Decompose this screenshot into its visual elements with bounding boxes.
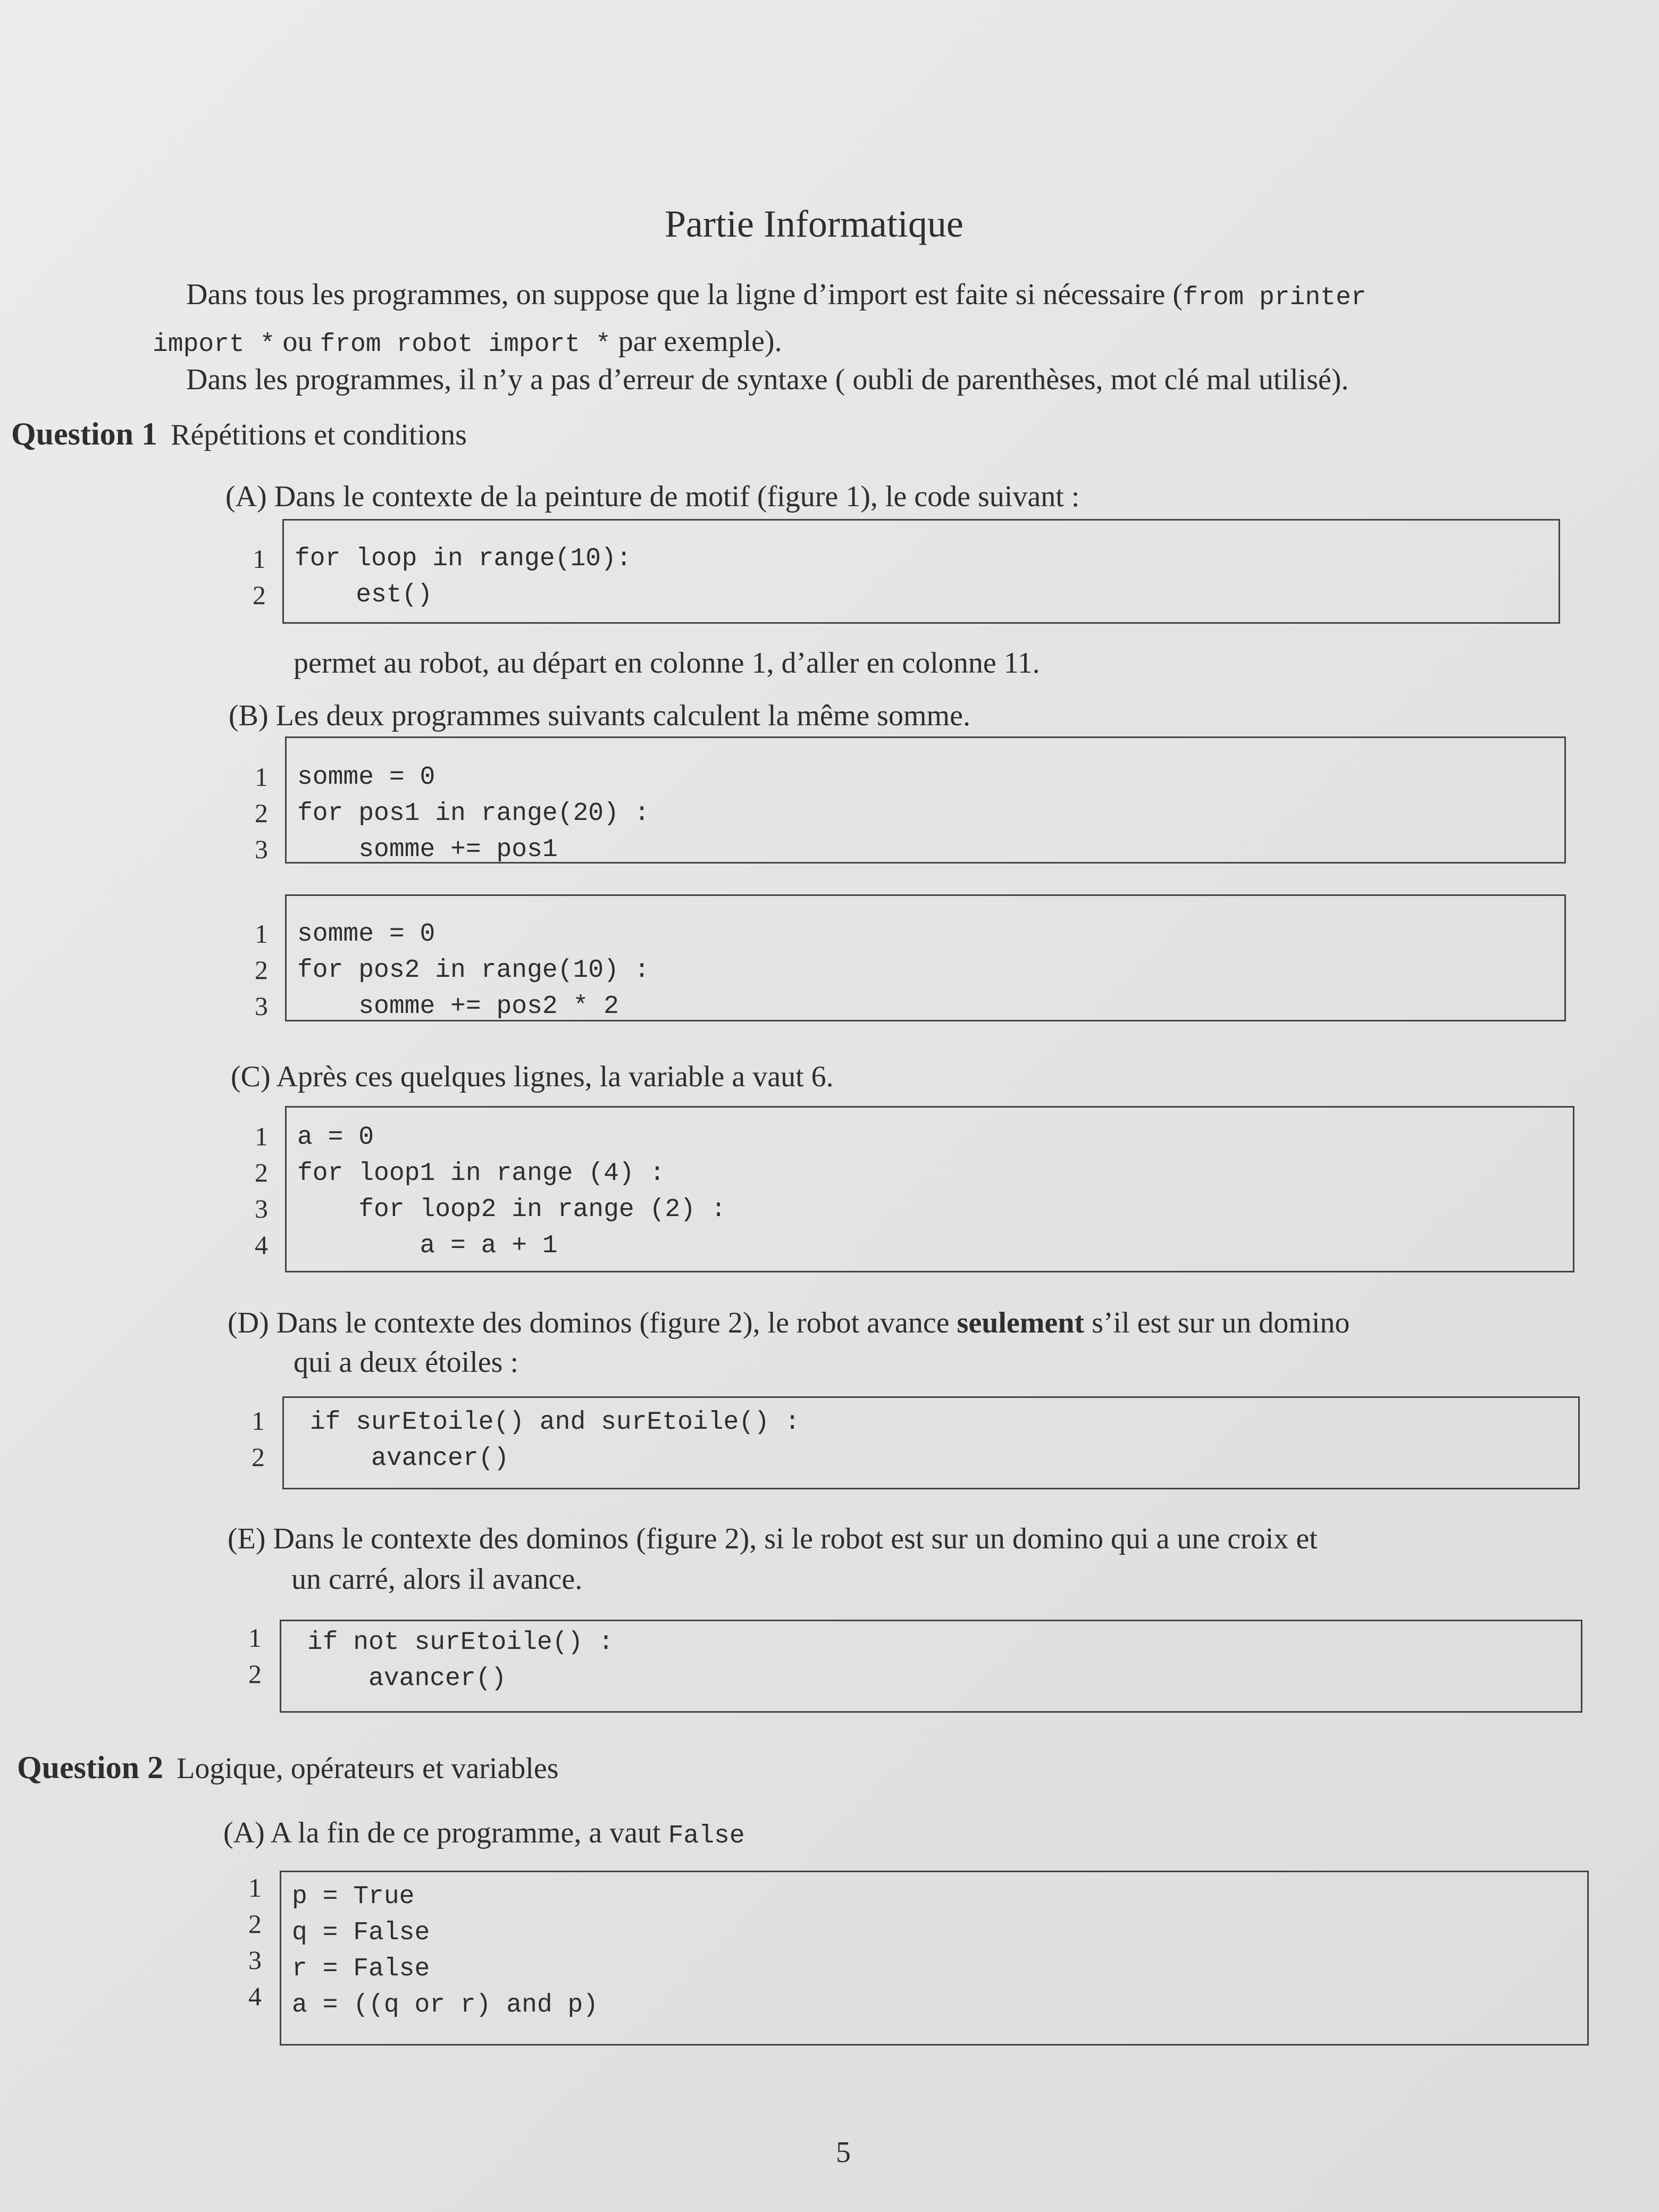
line-numbers: 1 2 (253, 544, 266, 610)
item-1c (231, 1060, 834, 1094)
item-text-bold: seulement (957, 1306, 1085, 1339)
item-letter: (C) (231, 1060, 271, 1093)
code-line: avancer() (292, 1664, 507, 1693)
intro-line-1 (186, 278, 1367, 312)
code-line: a = 0 (297, 1123, 374, 1152)
code-line: somme = 0 (297, 763, 435, 792)
code-block-1b-1 (285, 736, 1566, 864)
intro-paragraph-2: Dans les programmes, il n’y a pas d’erreur de syntaxe ( oubli de parenthèses, mot clé mal utilisé). (186, 363, 1349, 396)
code-line: avancer() (295, 1444, 509, 1473)
code-line: for pos2 in range(10) : (297, 956, 650, 985)
intro-code: import * (153, 330, 275, 359)
code-line: p = True (292, 1882, 415, 1911)
item-text: s’il est sur un domino (1084, 1306, 1350, 1339)
intro-text: par exemple). (610, 325, 782, 358)
intro-code: from printer (1182, 283, 1367, 312)
question-title: Répétitions et conditions (171, 418, 467, 451)
code-line: a = ((q or r) and p) (292, 1991, 599, 2020)
code-block-1d (282, 1396, 1580, 1489)
code-line: for pos1 in range(20) : (297, 799, 650, 828)
code-block-1c (285, 1106, 1574, 1272)
code-line: a = a + 1 (297, 1231, 558, 1260)
code-line: for loop1 in range (4) : (297, 1159, 665, 1188)
item-code: False (668, 1822, 745, 1850)
question-label: Question 2 (17, 1750, 164, 1785)
question-2-heading (17, 1749, 559, 1786)
page-number: 5 (836, 2136, 851, 2169)
code-line: for loop2 in range (2) : (297, 1195, 726, 1224)
intro-text: ou (275, 325, 320, 358)
code-line: for loop in range(10): (295, 544, 632, 573)
item-letter: (B) (229, 699, 269, 732)
item-1d (228, 1306, 1350, 1340)
code-block-1a (282, 519, 1560, 624)
code-block-2a (280, 1871, 1589, 2046)
code-line: r = False (292, 1955, 430, 1983)
line-numbers: 1 2 3 4 (255, 1121, 268, 1260)
item-1b (229, 699, 970, 733)
intro-line-2 (153, 324, 782, 359)
item-text: Après ces quelques lignes, la variable a vaut 6. (276, 1060, 834, 1093)
question-title: Logique, opérateurs et variables (177, 1752, 559, 1785)
code-block-1b-2 (285, 894, 1566, 1021)
item-letter: (E) (228, 1522, 266, 1555)
item-1a (225, 480, 1079, 514)
line-numbers: 1 2 3 (255, 762, 268, 864)
code-line: if surEtoile() and surEtoile() : (295, 1408, 800, 1437)
item-1e (228, 1522, 1318, 1556)
intro-text: Dans tous les programmes, on suppose que la ligne d’import est faite si nécessaire ( (186, 278, 1183, 311)
item-letter: (A) (225, 480, 267, 513)
line-numbers: 1 2 (252, 1406, 265, 1472)
line-numbers: 1 2 3 4 (248, 1873, 262, 2011)
line-numbers: 1 2 3 (255, 919, 268, 1021)
code-line: q = False (292, 1918, 430, 1947)
code-line: somme = 0 (297, 920, 435, 949)
item-text: Dans le contexte des dominos (figure 2), si le robot est sur un domino qui a une croix et (273, 1522, 1318, 1555)
code-line: somme += pos2 * 2 (297, 992, 619, 1021)
code-line: est() (295, 581, 433, 609)
item-letter: (D) (228, 1306, 269, 1339)
code-block-1e (280, 1620, 1582, 1713)
item-text: A la fin de ce programme, a vaut (270, 1816, 668, 1849)
item-text: Dans le contexte de la peinture de motif (figure 1), le code suivant : (274, 480, 1080, 513)
item-1d-line-2: qui a deux étoiles : (294, 1346, 519, 1379)
item-text: Les deux programmes suivants calculent la même somme. (275, 699, 970, 732)
page-title: Partie Informatique (665, 203, 963, 245)
code-line: somme += pos1 (297, 835, 558, 864)
question-label: Question 1 (11, 416, 158, 451)
intro-code: from robot import * (320, 330, 611, 359)
code-line: if not surEtoile() : (292, 1628, 614, 1657)
line-numbers: 1 2 (248, 1623, 262, 1689)
item-2a (223, 1816, 745, 1850)
item-1e-line-2: un carré, alors il avance. (291, 1563, 583, 1596)
item-1a-after: permet au robot, au départ en colonne 1, d’aller en colonne 11. (294, 647, 1040, 680)
item-text: Dans le contexte des dominos (figure 2), le robot avance (276, 1306, 957, 1339)
item-letter: (A) (223, 1816, 265, 1849)
question-1-heading (11, 416, 467, 453)
